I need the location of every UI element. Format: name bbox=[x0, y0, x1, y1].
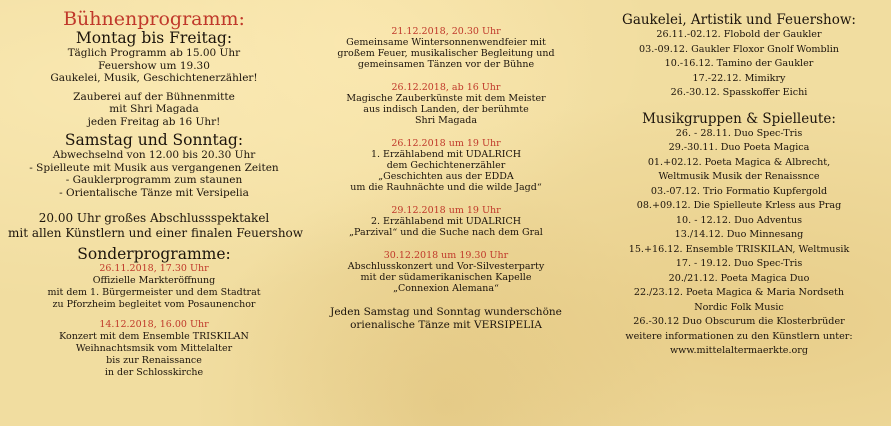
event-line: „Geschichten aus der EDDA bbox=[378, 171, 514, 182]
event-line: dem Gechichtenerzähler bbox=[386, 160, 506, 171]
event-line: Magische Zauberkünste mit dem Meister bbox=[346, 93, 546, 104]
music-row: 29.-30.11. Duo Poeta Magica bbox=[668, 142, 810, 153]
event-line: um die Rauhnächte und die wilde Jagd“ bbox=[350, 182, 542, 193]
music-row: Weltmusik Musik der Renaissnce bbox=[658, 171, 820, 182]
special-line: mit dem 1. Bürgermeister und dem Stadtrat bbox=[47, 287, 261, 298]
event-date: 21.12.2018, 20.30 Uhr bbox=[391, 26, 501, 37]
gaukelei-row: 17.-22.12. Mimikry bbox=[692, 72, 786, 84]
music-row: 17. - 19.12. Duo Spec-Tris bbox=[675, 258, 803, 269]
website-url: www.mittelaltermaerkte.org bbox=[669, 345, 809, 356]
magic-line: Zauberei auf der Bühnenmitte bbox=[73, 90, 235, 103]
column-special-events bbox=[315, 26, 577, 331]
special-line: Weihnachtsmsik vom Mittelalter bbox=[75, 343, 233, 354]
event-date: 30.12.2018 um 19.30 Uhr bbox=[383, 250, 509, 261]
weekday-line: Gaukelei, Musik, Geschichtenerzähler! bbox=[50, 72, 258, 84]
weekend-line: - Spielleute mit Musik aus vergangenen Zeiten bbox=[29, 161, 279, 174]
weekend-line: Abwechselnd von 12.00 bis 20.30 Uhr bbox=[52, 149, 256, 161]
special-line: in der Schlosskirche bbox=[104, 367, 204, 378]
music-row: 03.-07.12. Trio Formatio Kupfergold bbox=[650, 185, 828, 197]
music-row: 26. - 28.11. Duo Spec-Tris bbox=[675, 127, 803, 139]
finale-line: mit allen Künstlern und einer finalen Feuershow bbox=[8, 225, 304, 240]
weekday-line: Feuershow um 19.30 bbox=[98, 59, 210, 72]
event-line: aus indisch Landen, der berühmte bbox=[363, 104, 529, 115]
weekday-line: Täglich Programm ab 15.00 Uhr bbox=[67, 47, 241, 59]
gaukelei-row: 26.11.-02.12. Flobold der Gaukler bbox=[656, 29, 822, 40]
closing-line: Jeden Samstag und Sonntag wunderschöne bbox=[330, 306, 562, 318]
event-line: 1. Erzählabend mit UDALRICH bbox=[370, 149, 522, 160]
closing-line: orienalische Tänze mit VERSIPELIA bbox=[350, 318, 542, 331]
music-row: 15.+16.12. Ensemble TRISKILAN, Weltmusik bbox=[628, 243, 850, 255]
music-row: 22./23.12. Poeta Magica & Maria Nordseth bbox=[633, 287, 845, 298]
music-heading: Musikgruppen & Spielleute: bbox=[642, 110, 836, 127]
music-row: Nordic Folk Music bbox=[694, 301, 784, 313]
gaukelei-heading: Gaukelei, Artistik und Feuershow: bbox=[622, 12, 856, 28]
special-heading: Sonderprogramme: bbox=[77, 245, 231, 263]
finale-line: 20.00 Uhr großes Abschlussspektakel bbox=[38, 211, 270, 225]
magic-line: jeden Freitag ab 16 Uhr! bbox=[87, 115, 221, 128]
event-line: „Connexion Alemana“ bbox=[393, 283, 499, 294]
weekend-heading: Samstag und Sonntag: bbox=[64, 131, 244, 149]
event-line: 2. Erzählabend mit UDALRICH bbox=[370, 216, 522, 227]
event-line: Abschlusskonzert und Vor-Silvesterparty bbox=[347, 261, 545, 272]
weekday-heading: Montag bis Freitag: bbox=[75, 29, 233, 47]
event-line: mit der südamerikanischen Kapelle bbox=[360, 272, 532, 283]
magic-line: mit Shri Magada bbox=[109, 103, 199, 115]
music-row: 08.+09.12. Die Spielleute Krless aus Prag bbox=[636, 200, 842, 211]
more-info-line: weitere informationen zu den Künstlern unter: bbox=[625, 330, 853, 342]
event-line: Gemeinsame Wintersonnenwendfeier mit bbox=[346, 37, 546, 48]
music-row: 20./21.12. Poeta Magica Duo bbox=[668, 272, 810, 284]
special-line: zu Pforzheim begleitet vom Posaunenchor bbox=[52, 299, 256, 310]
column-artists bbox=[594, 12, 884, 359]
music-row: 10. - 12.12. Duo Adventus bbox=[675, 214, 803, 226]
special-line: Offizielle Markteröffnung bbox=[92, 275, 216, 286]
gaukelei-row: 26.-30.12. Spasskoffer Eichi bbox=[670, 87, 808, 98]
music-row: 26.-30.12 Duo Obscurum die Klosterbrüder bbox=[633, 316, 845, 327]
event-date: 26.12.2018 um 19 Uhr bbox=[391, 138, 501, 149]
music-row: 13./14.12. Duo Minnesang bbox=[674, 229, 804, 240]
stage-program-title: Bühnenprogramm: bbox=[63, 8, 245, 30]
gaukelei-row: 10.-16.12. Tamino der Gaukler bbox=[664, 58, 814, 69]
special-line: Konzert mit dem Ensemble TRISKILAN bbox=[59, 331, 249, 342]
weekend-line: - Gauklerprogramm zum staunen bbox=[65, 174, 243, 186]
special-line: bis zur Renaissance bbox=[106, 355, 202, 366]
special-date: 26.11.2018, 17.30 Uhr bbox=[99, 263, 209, 274]
event-line: „Parzival“ und die Suche nach dem Gral bbox=[349, 227, 543, 238]
music-row: 01.+02.12. Poeta Magica & Albrecht, bbox=[647, 156, 831, 168]
event-line: gemeinsamen Tänzen vor der Bühne bbox=[357, 59, 535, 70]
event-line: großem Feuer, musikalischer Begleitung und bbox=[337, 48, 555, 59]
gaukelei-row: 03.-09.12. Gaukler Floxor Gnolf Womblin bbox=[639, 43, 839, 55]
special-date: 14.12.2018, 16.00 Uhr bbox=[99, 319, 209, 330]
event-date: 26.12.2018, ab 16 Uhr bbox=[391, 82, 501, 93]
column-stage-program bbox=[8, 8, 304, 379]
event-date: 29.12.2018 um 19 Uhr bbox=[391, 205, 501, 216]
weekend-line: - Orientalische Tänze mit Versipelia bbox=[59, 186, 249, 199]
event-line: Shri Magada bbox=[414, 115, 478, 126]
